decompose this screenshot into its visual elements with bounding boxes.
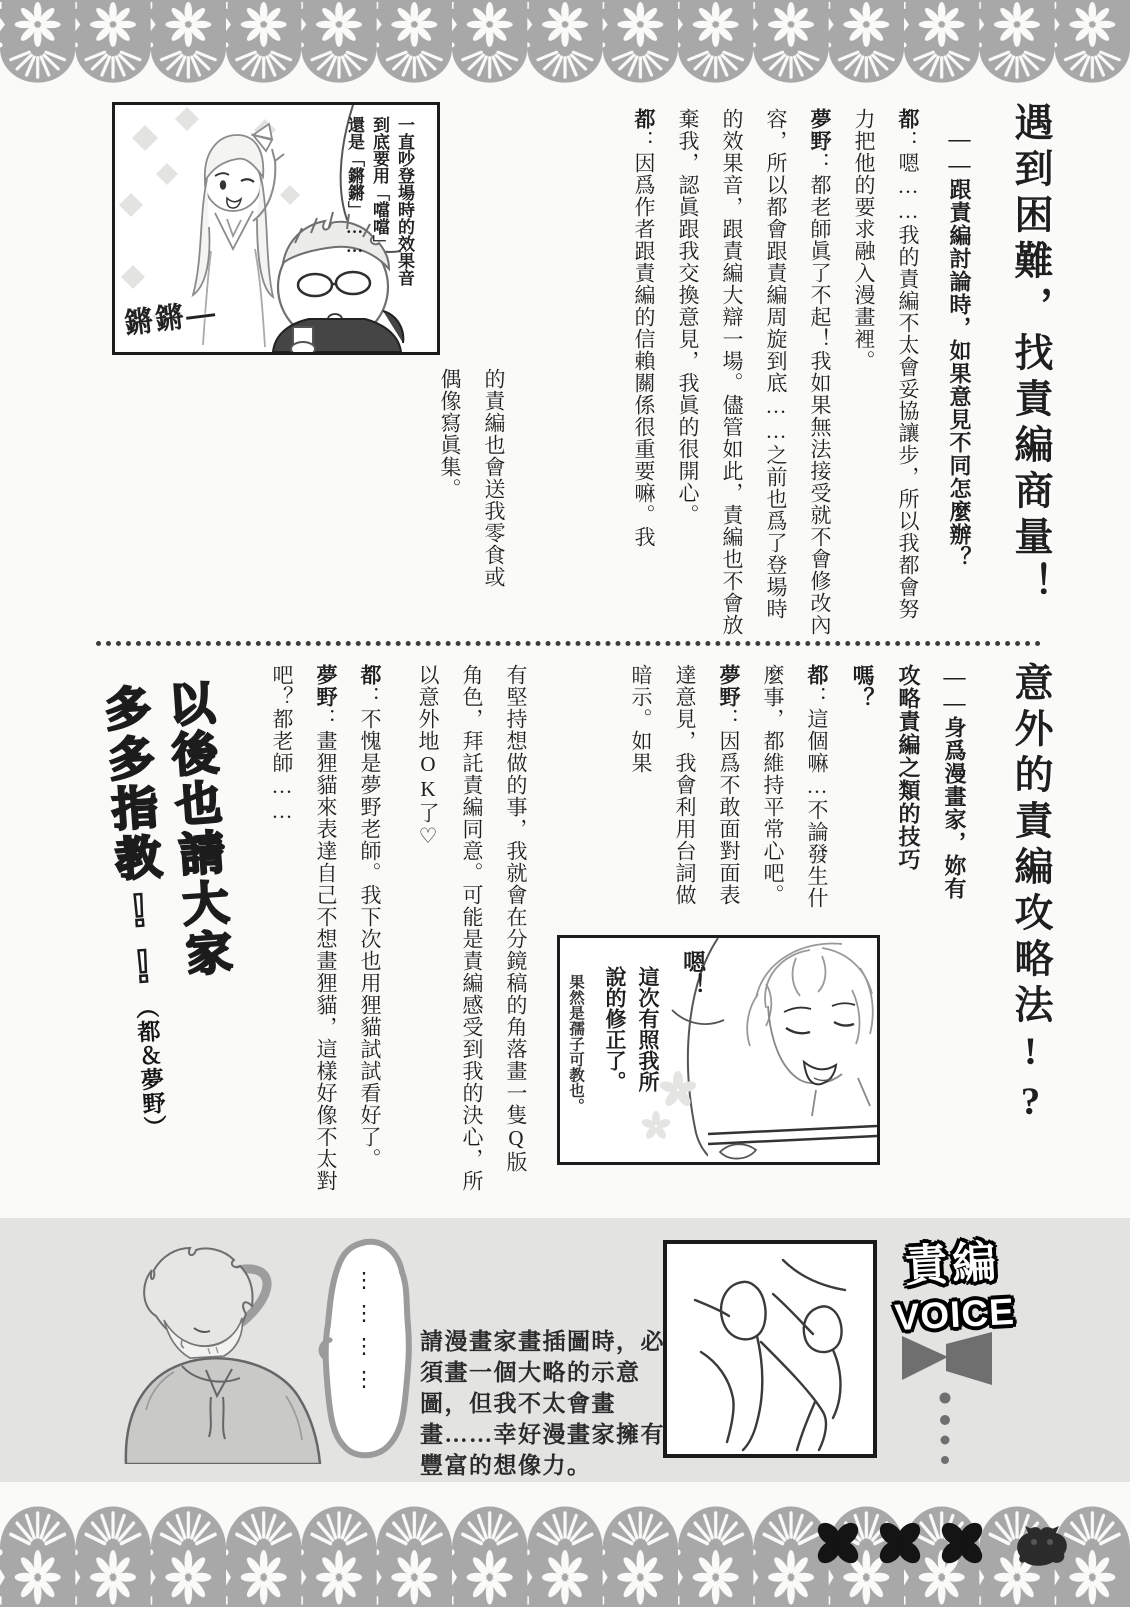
dialogue-text: ：因爲作者跟責編的信賴關係很重要嘛。我	[632, 130, 656, 548]
panel2-bubble-text: 這次有照我所說的修正了。	[603, 966, 660, 1092]
lace-pattern-top-svg	[0, 0, 1130, 88]
section1-heading: 遇到困難，找責編商量！	[1009, 102, 1052, 608]
clover-icon	[939, 1520, 985, 1566]
dots-trail-icon	[938, 1392, 952, 1468]
speaker-name: 都	[632, 108, 656, 130]
dialogue-line	[260, 664, 348, 1192]
panel2-exclaim: 嗯！	[680, 950, 705, 996]
section1-dialogue	[520, 108, 930, 636]
closing-line2-text: 多多指教!!	[97, 682, 171, 998]
speaker-name: 都	[805, 664, 829, 686]
clover-icon	[877, 1520, 923, 1566]
section2-dialogue-continuation: 有堅持想做的事，我就會在分鏡稿的角落畫一隻Q版角色，拜託責編同意。可能是責編感受到我的決心，所以意外地OK了♡	[416, 664, 528, 1192]
closing-credit: （都＆夢野）	[132, 994, 169, 1141]
speaker-name: 夢野	[314, 664, 338, 708]
dialogue-text: ：不愧是夢野老師。我下次也用狸貓試試看好了。	[358, 686, 382, 1170]
dialogue-text: ：嗯……我的責編不太會妥協讓步，所以我都會努力把他的要求融入漫畫裡。	[852, 108, 920, 620]
lace-border-top	[0, 0, 1130, 88]
speaker-name: 夢野	[808, 108, 832, 152]
dialogue-text: ：因爲不敢面對面表達意見，我會利用台詞做暗示。如果	[629, 664, 741, 906]
bubble-line: 到底要用「噹噹」	[370, 116, 389, 252]
dialogue-text: ：都老師眞了不起！我如果無法接受就不會修改內容，所以都會跟責編周旋到底……之前也爲了登場時的效果音，跟責編大辯一場。儘管如此，責編也不會放棄我，認眞跟我交換意見，我眞的很開心。	[676, 108, 832, 636]
panel1-bubble-text	[342, 116, 417, 311]
dialogue-line	[622, 108, 666, 636]
scribble-drawing	[667, 1244, 873, 1454]
clover-icon	[815, 1520, 861, 1566]
megaphone-icon	[902, 1328, 994, 1386]
dialogue-text: ：這個嘛…不論發生什麼事，都維持平常心吧。	[761, 664, 829, 909]
animal-silhouette-icon	[1012, 1524, 1070, 1566]
section2-question: ——身爲漫畫家，妳有攻略責編之類的技巧嗎？	[850, 664, 967, 900]
section1-dialogue-continuation: 的責編也會送我零食或偶像寫眞集。	[438, 368, 506, 588]
dialogue-line	[842, 108, 930, 636]
dialogue-text: ：畫狸貓來表達自己不想畫狸貓，這樣好像不太對吧？都老師……	[270, 664, 338, 1192]
voice-header	[865, 1224, 1040, 1341]
speech-bubble-ellipsis: ⋮⋮⋮⋮	[352, 1268, 376, 1400]
panel1-sfx: 鏘鏘—	[122, 297, 219, 341]
speaker-name: 夢野	[717, 664, 741, 708]
scribble-panel	[663, 1240, 877, 1458]
dialogue-line	[751, 664, 839, 916]
voice-title-cjk: 責編	[902, 1237, 1002, 1292]
panel2-handwritten-note: 果然是孺子可教也。	[567, 974, 584, 1114]
voice-title-latin: VOICE	[893, 1290, 1016, 1339]
voice-note-text: 請漫畫家畫插圖時，必須畫一個大略的示意圖，但我不太會畫畫……幸好漫畫家擁有豐富的想像力。	[420, 1329, 665, 1478]
editor-character-illustration	[90, 1220, 330, 1464]
dialogue-line	[619, 664, 751, 916]
dialogue-line	[666, 108, 842, 636]
dialogue-line	[348, 664, 392, 1192]
speaker-name: 都	[358, 664, 382, 686]
section1-question: ——跟責編討論時，如果意見不同怎麼辦？	[947, 126, 972, 569]
speaker-name: 都	[896, 108, 920, 130]
bubble-line: 一直吵登場時的效果音	[395, 116, 414, 286]
section2-heading: 意外的責編攻略法!?	[1009, 662, 1052, 1130]
bubble-line: 還是「鏘鏘」……	[345, 116, 364, 256]
section-divider	[96, 641, 1041, 646]
closing-line1: 以後也請大家	[161, 678, 234, 982]
section2-dialogue-block1	[545, 664, 977, 916]
